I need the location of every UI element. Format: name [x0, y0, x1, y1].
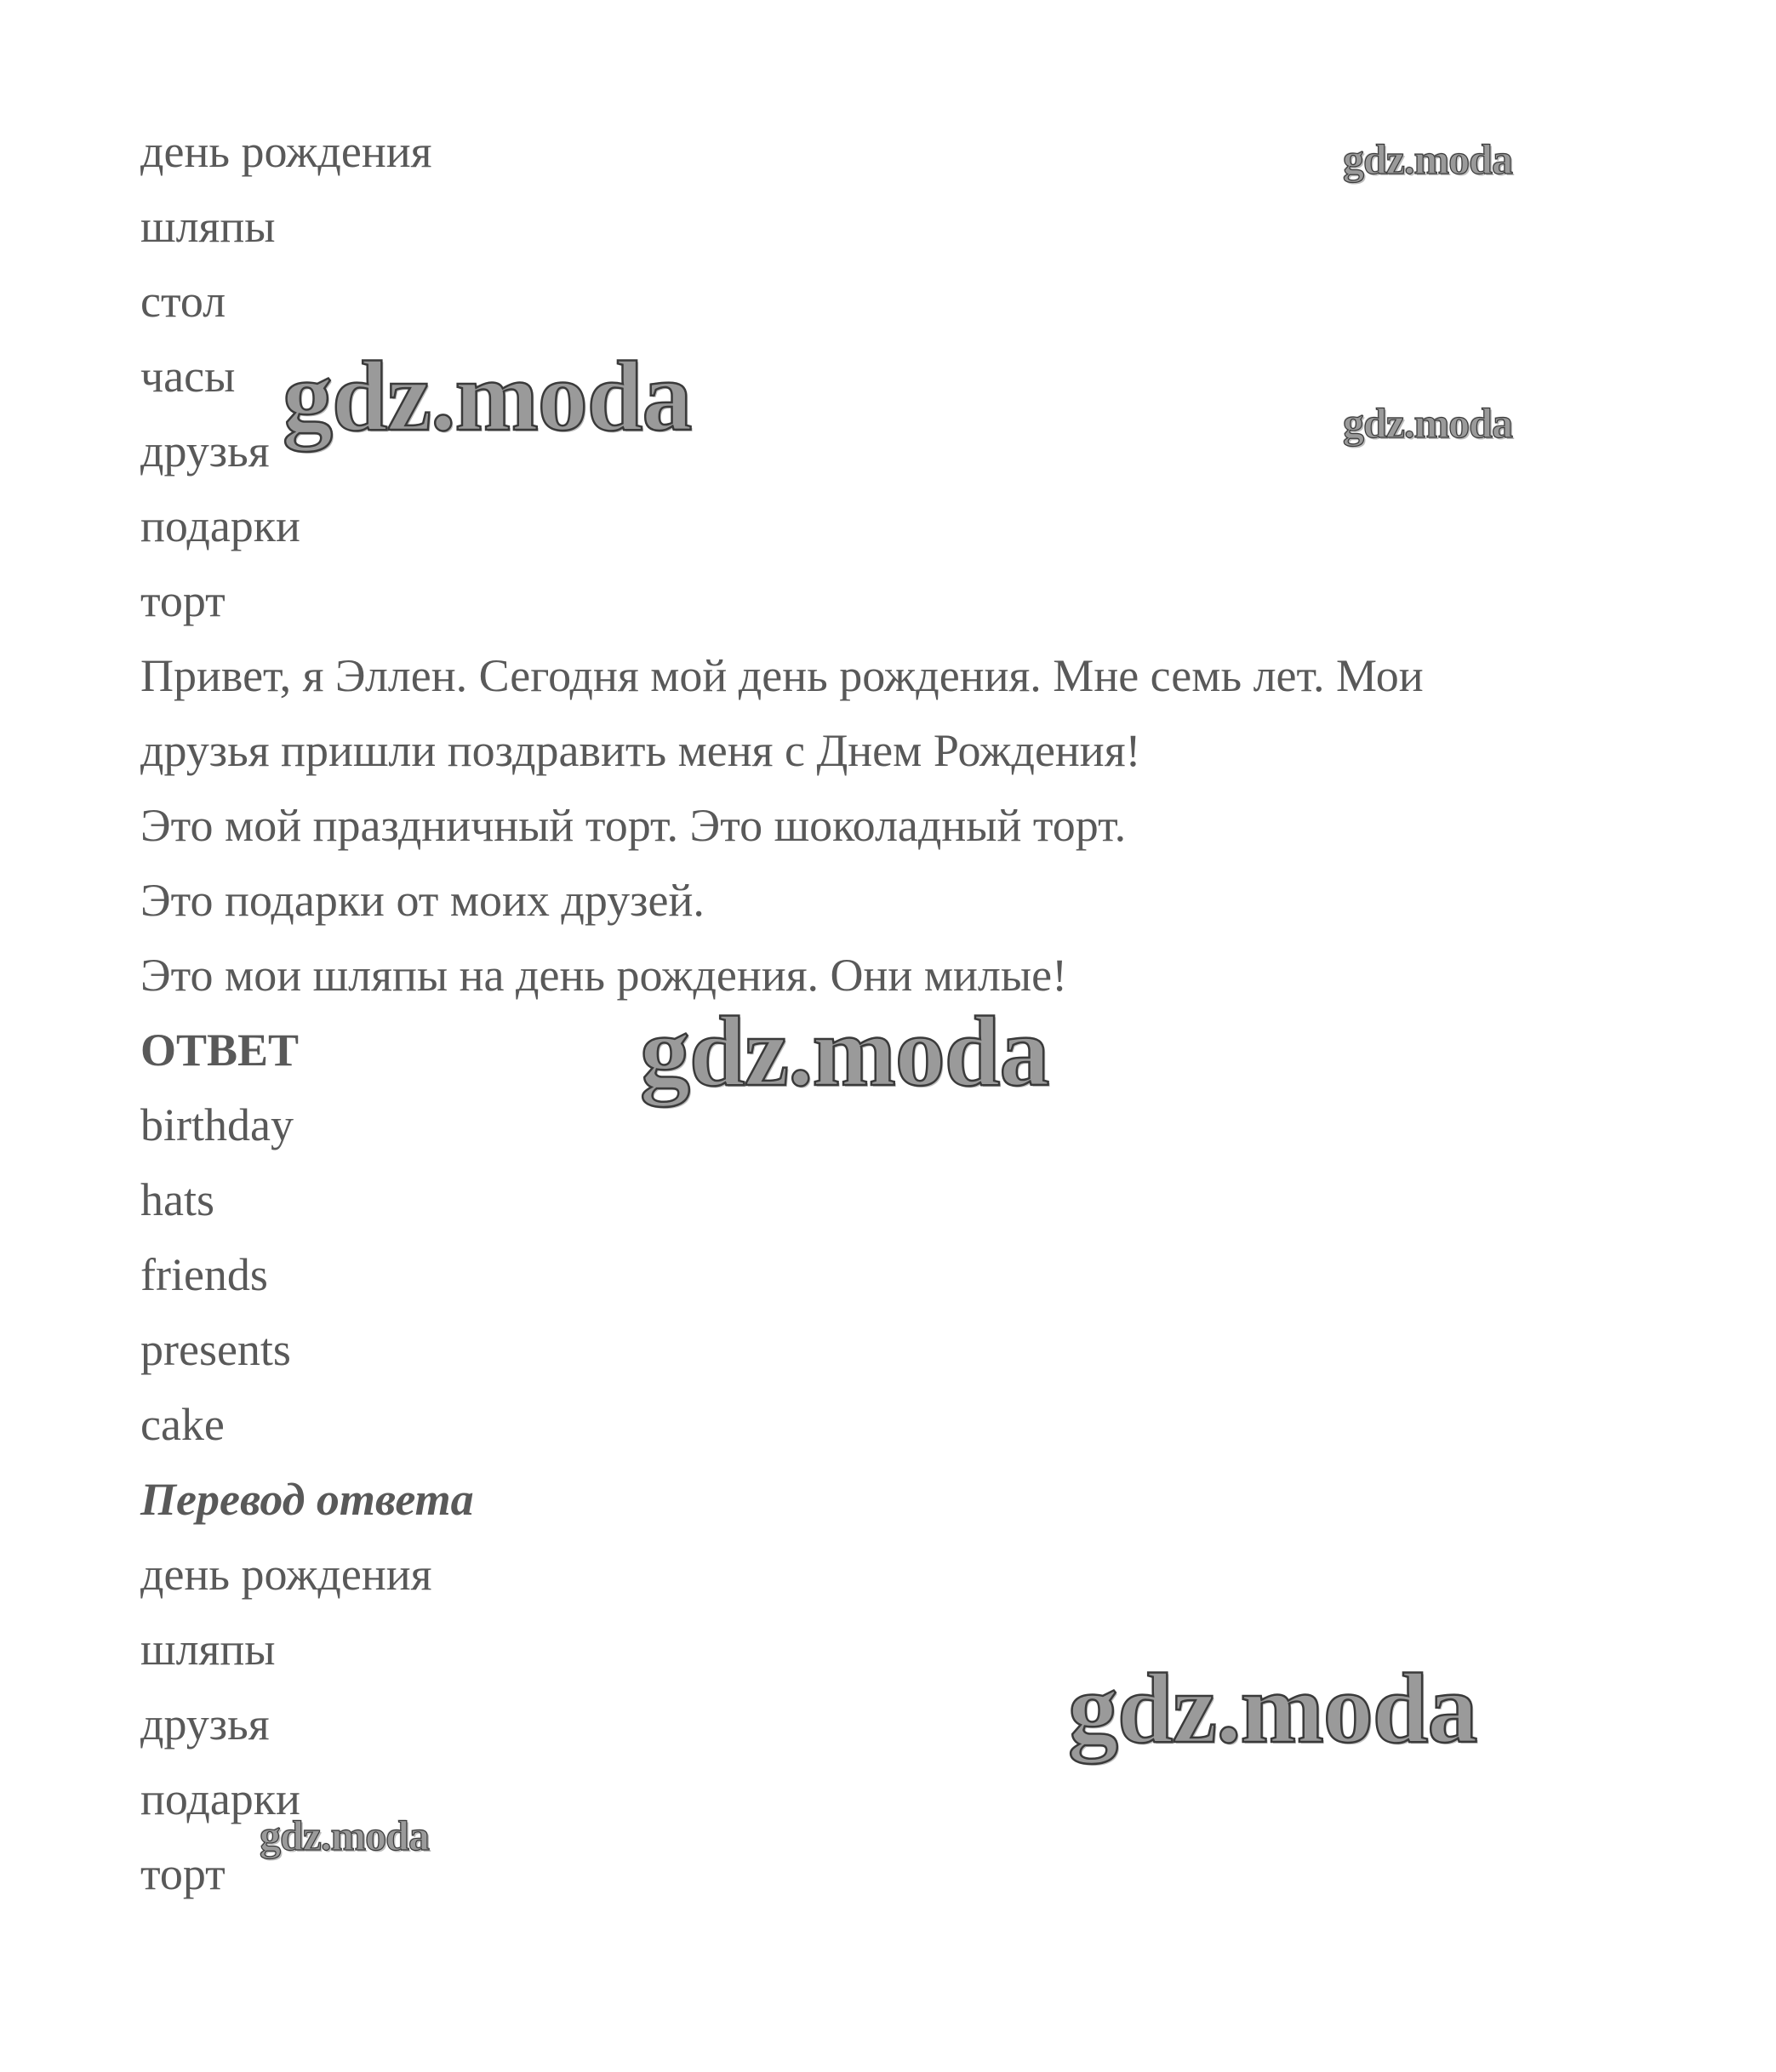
- text-line: Привет, я Эллен. Сегодня мой день рождения. Мне семь лет. Мои: [140, 650, 1424, 701]
- watermark: gdz.moda: [283, 340, 692, 452]
- vocab-line: друзья: [140, 425, 270, 477]
- text-line: Это мои шляпы на день рождения. Они милые!: [140, 950, 1068, 1001]
- translation-line: день рождения: [140, 1549, 432, 1600]
- translation-line: торт: [140, 1848, 226, 1899]
- watermark: gdz.moda: [1343, 399, 1512, 447]
- answer-line: hats: [140, 1174, 214, 1225]
- watermark: gdz.moda: [260, 1812, 429, 1859]
- watermark: gdz.moda: [640, 996, 1049, 1107]
- text-line: Это подарки от моих друзей.: [140, 875, 705, 926]
- translation-line: друзья: [140, 1698, 270, 1749]
- text-line: друзья пришли поздравить меня с Днем Рождения!: [140, 725, 1141, 776]
- text-line: Это мой праздничный торт. Это шоколадный торт.: [140, 800, 1127, 851]
- vocab-line: торт: [140, 575, 226, 626]
- translation-line: шляпы: [140, 1624, 276, 1675]
- vocab-line: часы: [140, 351, 236, 402]
- translation-heading: Перевод ответа: [140, 1474, 474, 1525]
- answer-heading: ОТВЕТ: [140, 1025, 300, 1076]
- vocab-line: шляпы: [140, 201, 276, 252]
- answer-line: presents: [140, 1324, 291, 1375]
- vocab-line: стол: [140, 276, 226, 327]
- answer-line: cake: [140, 1399, 225, 1450]
- answer-line: friends: [140, 1249, 268, 1300]
- translation-line: подарки: [140, 1773, 300, 1824]
- watermark: gdz.moda: [1068, 1652, 1477, 1764]
- vocab-line: день рождения: [140, 126, 432, 177]
- watermark: gdz.moda: [1343, 135, 1512, 183]
- vocab-line: подарки: [140, 500, 300, 551]
- answer-line: birthday: [140, 1099, 294, 1150]
